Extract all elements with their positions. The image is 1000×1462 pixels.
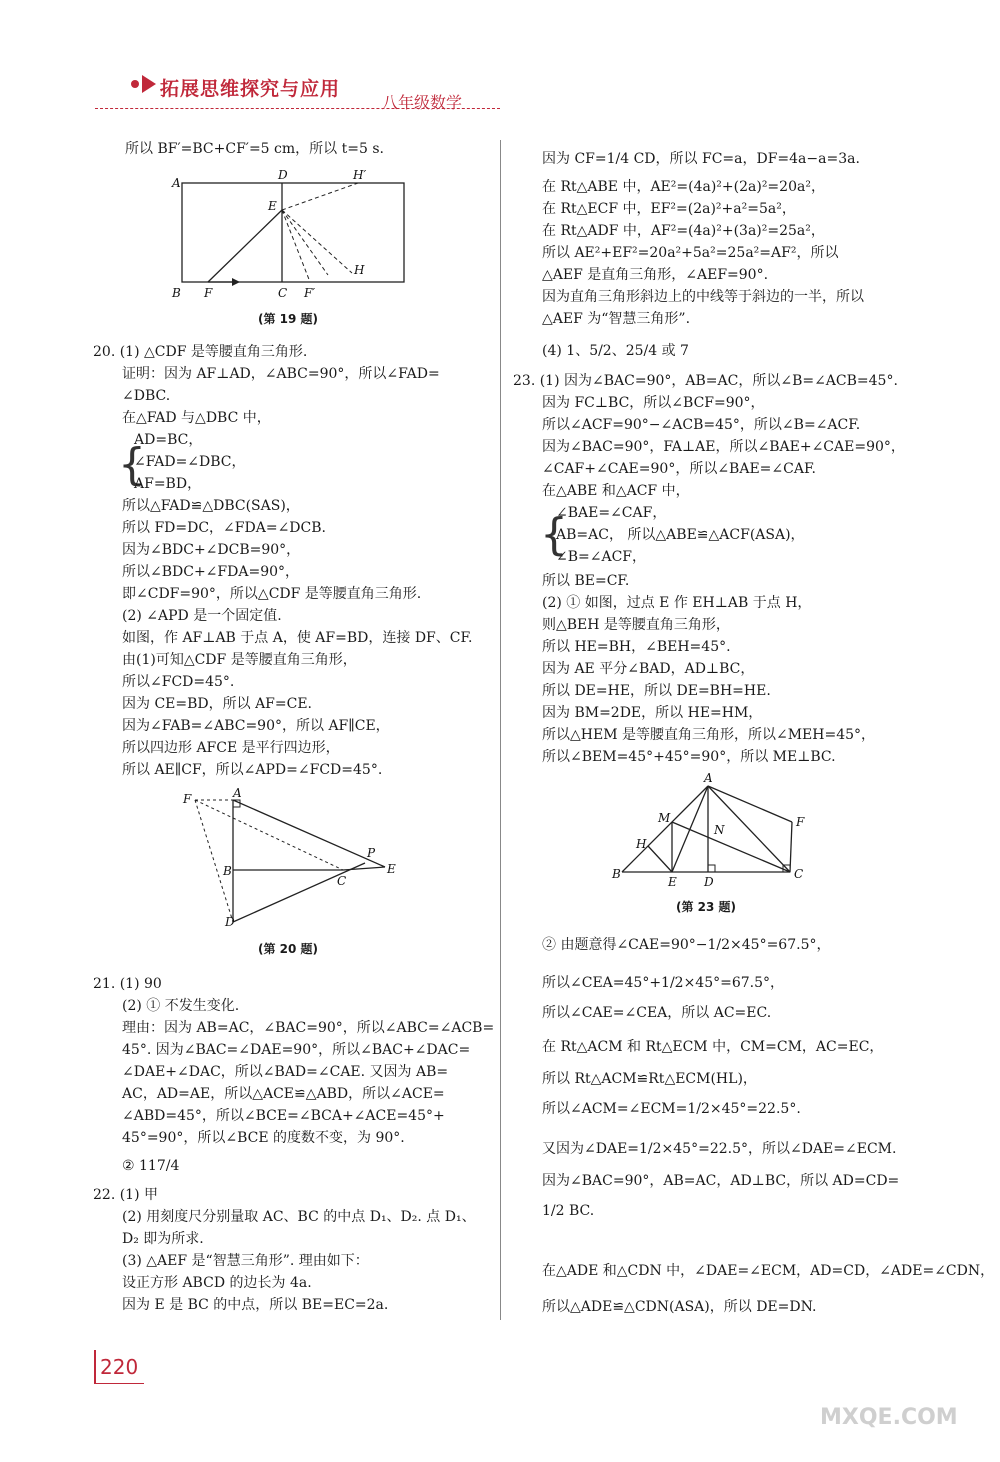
text-line: 在 Rt△ABE 中，AE²=(4a)²+(2a)²=20a²， bbox=[542, 179, 825, 195]
text-line: 所以四边形 AFCE 是平行四边形， bbox=[122, 740, 340, 756]
text-line: 45°=90°，所以∠BCE 的度数不变，为 90°. bbox=[122, 1130, 405, 1146]
fig20-label: A bbox=[233, 786, 242, 800]
text-line: 在 Rt△ECF 中，EF²=(2a)²+a²=5a²， bbox=[542, 201, 796, 217]
header-divider bbox=[95, 108, 500, 109]
figure-19-caption: (第 19 题) bbox=[258, 312, 319, 326]
text-line: 所以 AE∥CF，所以∠APD=∠FCD=45°. bbox=[122, 762, 383, 778]
book-title: 拓展思维探究与应用 bbox=[160, 78, 341, 100]
text-line: 因为 E 是 BC 的中点，所以 BE=EC=2a. bbox=[122, 1297, 389, 1313]
text-line: 在△ADE 和△CDN 中，∠DAE=∠ECM，AD=CD，∠ADE=∠CDN， bbox=[542, 1263, 995, 1279]
text-line: ∠B=∠ACF， bbox=[556, 549, 647, 565]
fig20-label: D bbox=[225, 915, 235, 929]
fig23-label: M bbox=[658, 811, 671, 825]
figure-19 bbox=[170, 165, 410, 305]
fig23-label: N bbox=[714, 823, 725, 837]
text-line: 所以∠CAE=∠CEA，所以 AC=EC. bbox=[542, 1005, 772, 1021]
header-arrow-icon bbox=[142, 75, 156, 93]
text-line: 所以△ADE≌△CDN(ASA)，所以 DE=DN. bbox=[542, 1299, 817, 1315]
fig20-label: F bbox=[183, 792, 192, 806]
header-dot-icon bbox=[131, 80, 139, 88]
page-number-bar bbox=[94, 1350, 96, 1384]
text-line: 又因为∠DAE=1/2×45°=22.5°，所以∠DAE=∠ECM. bbox=[542, 1141, 897, 1157]
text-line: (2) ① 不发生变化. bbox=[122, 998, 240, 1014]
text-line: (3) △AEF 是“智慧三角形”. 理由如下： bbox=[122, 1253, 369, 1269]
fig19-label: D bbox=[278, 168, 288, 182]
fig19-label: H′ bbox=[353, 168, 367, 182]
fig20-label: E bbox=[387, 862, 396, 876]
text-line: AB=AC， 所以△ABE≌△ACF(ASA)， bbox=[556, 527, 805, 543]
figure-23-caption: (第 23 题) bbox=[676, 900, 737, 914]
text-line: 所以 BE=CF. bbox=[542, 573, 630, 589]
text-line: 因为 CE=BD，所以 AF=CE. bbox=[122, 696, 313, 712]
text-line: 证明：因为 AF⊥AD，∠ABC=90°，所以∠FAD= bbox=[122, 366, 440, 382]
fig23-label: H bbox=[636, 837, 647, 851]
text-line: ∠DAE+∠DAC，所以∠BAD=∠CAE. 又因为 AB= bbox=[122, 1064, 449, 1080]
fig20-label: B bbox=[223, 864, 232, 878]
text-line: 由(1)可知△CDF 是等腰直角三角形， bbox=[122, 652, 357, 668]
text-line: 所以∠BEM=45°+45°=90°，所以 ME⊥BC. bbox=[542, 749, 836, 765]
text-line: 因为∠BAC=90°，AB=AC，AD⊥BC，所以 AD=CD= bbox=[542, 1173, 900, 1189]
text-line: 因为 CF=1/4 CD，所以 FC=a，DF=4a−a=3a. bbox=[542, 151, 860, 167]
text-line: 在△ABE 和△ACF 中， bbox=[542, 483, 690, 499]
text-line: (4) 1、5/2、25/4 或 7 bbox=[542, 343, 689, 359]
page-number-underline bbox=[94, 1383, 144, 1384]
text-line: 所以 AE²+EF²=20a²+5a²=25a²=AF²，所以 bbox=[542, 245, 839, 261]
problem-20-head: 20. (1) △CDF 是等腰直角三角形. bbox=[93, 344, 308, 360]
fig19-label: H bbox=[354, 263, 365, 277]
text-line: 所以 Rt△ACM≌Rt△ECM(HL)， bbox=[542, 1071, 757, 1087]
text-line: 所以∠BDC+∠FDA=90°， bbox=[122, 564, 300, 580]
text-line: 设正方形 ABCD 的边长为 4a. bbox=[122, 1275, 312, 1291]
text-line: 因为 AE 平分∠BAD，AD⊥BC， bbox=[542, 661, 755, 677]
text-line: AD=BC， bbox=[134, 432, 203, 448]
text-line: △AEF 是直角三角形，∠AEF=90°. bbox=[542, 267, 769, 283]
text-line: 所以△HEM 是等腰直角三角形，所以∠MEH=45°， bbox=[542, 727, 876, 743]
fig19-label: F bbox=[204, 286, 213, 300]
fig23-label: E bbox=[668, 875, 677, 889]
text-line: ② 117/4 bbox=[122, 1158, 180, 1174]
text-line: 1/2 BC. bbox=[542, 1203, 595, 1219]
text-line: (2) ∠APD 是一个固定值. bbox=[122, 608, 282, 624]
text-line: ∠CAF+∠CAE=90°，所以∠BAE=∠CAF. bbox=[542, 461, 816, 477]
text-line: (2) ① 如图，过点 E 作 EH⊥AB 于点 H， bbox=[542, 595, 812, 611]
text-line: ∠ABD=45°，所以∠BCE=∠BCA+∠ACE=45°+ bbox=[122, 1108, 445, 1124]
text-line: AC，AD=AE，所以△ACE≌△ABD，所以∠ACE= bbox=[122, 1086, 445, 1102]
text-line: D₂ 即为所求. bbox=[122, 1231, 204, 1247]
fig23-label: F bbox=[796, 815, 805, 829]
text-line: 所以 BF′=BC+CF′=5 cm，所以 t=5 s. bbox=[125, 141, 384, 157]
brace-icon: { bbox=[118, 439, 146, 490]
text-line: 45°. 因为∠BAC=∠DAE=90°，所以∠BAC+∠DAC= bbox=[122, 1042, 471, 1058]
column-divider bbox=[500, 140, 501, 1320]
fig19-label: E bbox=[268, 199, 277, 213]
fig19-label: A bbox=[172, 176, 181, 190]
problem-22-head: 22. (1) 甲 bbox=[93, 1187, 158, 1203]
text-line: 所以∠CEA=45°+1/2×45°=67.5°， bbox=[542, 975, 785, 991]
figure-23 bbox=[610, 770, 820, 890]
fig19-label: C bbox=[278, 286, 288, 300]
problem-21-head: 21. (1) 90 bbox=[93, 976, 162, 992]
fig23-label: A bbox=[704, 771, 713, 785]
text-line: 因为 FC⊥BC，所以∠BCF=90°， bbox=[542, 395, 765, 411]
fig20-label: P bbox=[367, 846, 376, 860]
fig20-label: C bbox=[337, 874, 347, 888]
fig23-label: C bbox=[794, 867, 804, 881]
text-line: ② 由题意得∠CAE=90°−1/2×45°=67.5°， bbox=[542, 937, 831, 953]
text-line: 所以∠ACM=∠ECM=1/2×45°=22.5°. bbox=[542, 1101, 801, 1117]
problem-23-head: 23. (1) 因为∠BAC=90°，AB=AC，所以∠B=∠ACB=45°. bbox=[513, 373, 898, 389]
text-line: △AEF 为“智慧三角形”. bbox=[542, 311, 691, 327]
text-line: 因为∠BAC=90°，FA⊥AE，所以∠BAE+∠CAE=90°， bbox=[542, 439, 905, 455]
watermark: MXQE.COM bbox=[820, 1405, 958, 1430]
fig19-label: B bbox=[172, 286, 181, 300]
text-line: ∠FAD=∠DBC， bbox=[134, 454, 246, 470]
fig23-label: D bbox=[704, 875, 714, 889]
text-line: 所以 DE=HE，所以 DE=BH=HE. bbox=[542, 683, 771, 699]
fig23-label: B bbox=[612, 867, 621, 881]
grade-subject: 八年级数学 bbox=[382, 93, 463, 112]
text-line: 所以 FD=DC，∠FDA=∠DCB. bbox=[122, 520, 326, 536]
text-line: 因为∠BDC+∠DCB=90°， bbox=[122, 542, 301, 558]
fig19-label: F′ bbox=[304, 286, 316, 300]
text-line: ∠DBC. bbox=[122, 388, 171, 404]
text-line: 在△FAD 与△DBC 中， bbox=[122, 410, 271, 426]
text-line: 在 Rt△ACM 和 Rt△ECM 中，CM=CM，AC=EC， bbox=[542, 1039, 884, 1055]
text-line: 在 Rt△ADF 中，AF²=(4a)²+(3a)²=25a²， bbox=[542, 223, 825, 239]
text-line: AF=BD， bbox=[134, 476, 202, 492]
text-line: 理由：因为 AB=AC，∠BAC=90°，所以∠ABC=∠ACB= bbox=[122, 1020, 495, 1036]
page-number: 220 bbox=[100, 1355, 139, 1379]
text-line: 所以∠ACF=90°−∠ACB=45°，所以∠B=∠ACF. bbox=[542, 417, 861, 433]
text-line: (2) 用刻度尺分别量取 AC、BC 的中点 D₁、D₂. 点 D₁、 bbox=[122, 1209, 476, 1225]
figure-20 bbox=[175, 785, 405, 930]
text-line: 所以∠FCD=45°. bbox=[122, 674, 235, 690]
figure-20-caption: (第 20 题) bbox=[258, 942, 319, 956]
text-line: 因为直角三角形斜边上的中线等于斜边的一半，所以 bbox=[542, 289, 864, 305]
text-line: 所以 HE=BH，∠BEH=45°. bbox=[542, 639, 731, 655]
text-line: 则△BEH 是等腰直角三角形， bbox=[542, 617, 730, 633]
text-line: 如图，作 AF⊥AB 于点 A，使 AF=BD，连接 DF、CF. bbox=[122, 630, 473, 646]
text-line: ∠BAE=∠CAF， bbox=[556, 505, 667, 521]
text-line: 因为∠FAB=∠ABC=90°，所以 AF∥CE， bbox=[122, 718, 390, 734]
brace-icon: { bbox=[540, 509, 568, 560]
text-line: 所以△FAD≌△DBC(SAS)， bbox=[122, 498, 300, 514]
text-line: 即∠CDF=90°，所以△CDF 是等腰直角三角形. bbox=[122, 586, 422, 602]
text-line: 因为 BM=2DE，所以 HE=HM， bbox=[542, 705, 763, 721]
